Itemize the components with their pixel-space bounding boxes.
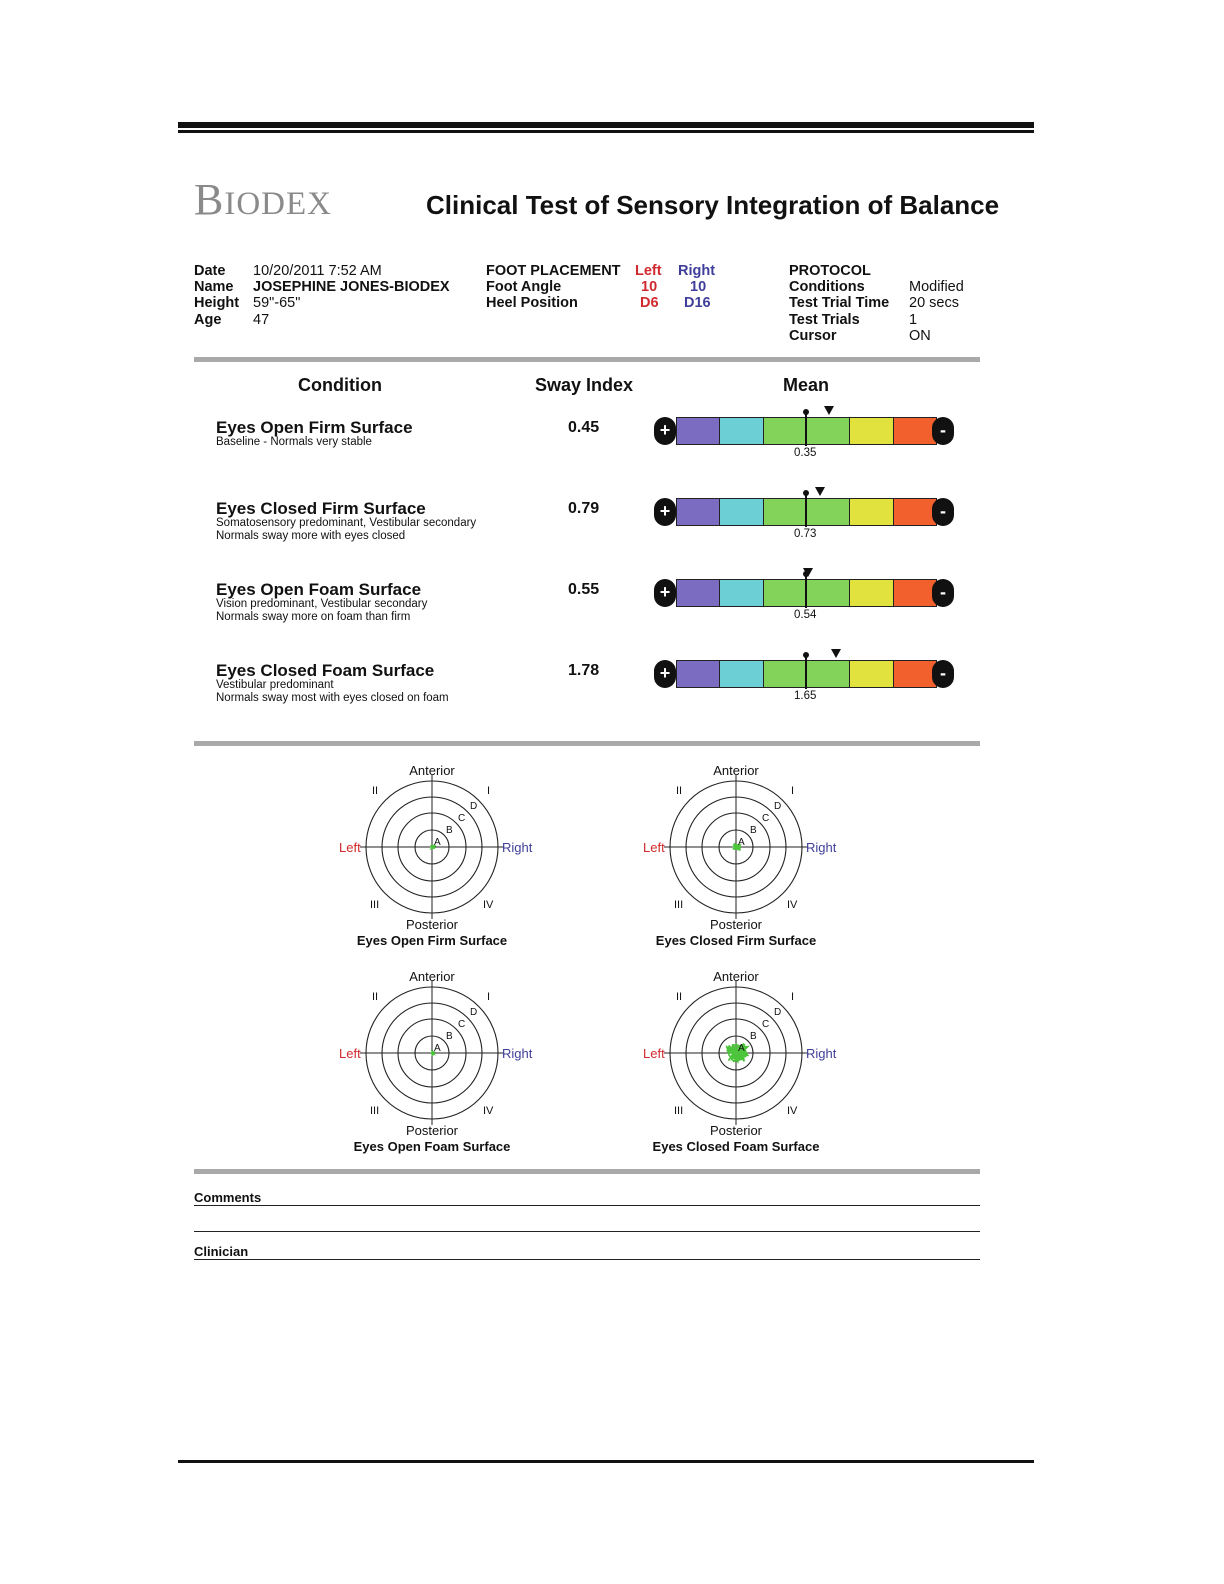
comments-label: Comments — [194, 1190, 262, 1205]
quadrant-iv-label: IV — [483, 899, 494, 911]
conditions-value: Modified — [909, 279, 964, 295]
plus-cap: + — [654, 417, 676, 445]
right-label: Right — [806, 840, 837, 855]
anterior-label: Anterior — [409, 969, 455, 984]
bar-segment — [676, 660, 719, 688]
bar-segment — [676, 579, 719, 607]
age-value: 47 — [253, 312, 270, 328]
date-value: 10/20/2011 7:52 AM — [253, 263, 382, 279]
height-label: Height — [194, 295, 240, 311]
quadrant-iv-label: IV — [787, 1105, 798, 1117]
minus-cap: - — [932, 498, 954, 526]
separator-3 — [194, 1169, 980, 1174]
ring-label-b: B — [750, 1031, 757, 1042]
plus-cap: + — [654, 579, 676, 607]
name-value: JOSEPHINE JONES-BIODEX — [253, 279, 450, 295]
anterior-label: Anterior — [409, 763, 455, 778]
quadrant-iv-label: IV — [787, 899, 798, 911]
minus-cap: - — [932, 579, 954, 607]
posterior-label: Posterior — [709, 917, 763, 932]
heel-position-label: Heel Position — [486, 295, 578, 311]
page-title: Clinical Test of Sensory Integration of Balance — [426, 190, 1000, 220]
condition-description: Baseline - Normals very stable — [216, 436, 372, 448]
left-label: Left — [643, 1046, 665, 1061]
quadrant-i-label: I — [487, 991, 491, 1003]
quadrant-iii-label: III — [370, 899, 380, 911]
bar-segment — [676, 417, 719, 445]
bar-segment — [719, 498, 762, 526]
foot-placement-heading: FOOT PLACEMENT — [486, 263, 621, 279]
sway-target-plot — [616, 762, 856, 962]
condition-description-2: Normals sway most with eyes closed on foam — [216, 692, 449, 704]
posterior-label: Posterior — [405, 1123, 459, 1138]
biodex-logo: BIODEX — [194, 175, 333, 224]
sway-marker-triangle — [831, 649, 841, 658]
quadrant-iii-label: III — [674, 899, 684, 911]
posterior-label: Posterior — [405, 917, 459, 932]
mean-value-label: 1.65 — [794, 690, 817, 702]
heel-right: D16 — [684, 295, 711, 311]
quadrant-i-label: I — [791, 991, 795, 1003]
minus-cap: - — [932, 417, 954, 445]
plus-cap: + — [654, 660, 676, 688]
left-label: Left — [643, 840, 665, 855]
mean-value-label: 0.73 — [794, 528, 817, 540]
ring-label-d: D — [774, 801, 782, 812]
target-caption: Eyes Open Firm Surface — [356, 933, 508, 948]
bar-segment — [719, 417, 762, 445]
mean-marker-line — [805, 654, 807, 689]
bar-segment — [893, 417, 937, 445]
ring-label-a: A — [434, 837, 441, 848]
condition-header: Condition — [298, 375, 382, 395]
mean-marker-dot — [803, 490, 809, 496]
sway-index-header: Sway Index — [535, 375, 634, 395]
separator-1 — [194, 357, 980, 362]
quadrant-ii-label: II — [676, 785, 683, 797]
foot-right-heading: Right — [678, 263, 716, 279]
bar-segment — [849, 417, 892, 445]
ring-label-c: C — [762, 813, 770, 824]
mean-header: Mean — [783, 375, 830, 395]
sway-index-value: 0.55 — [568, 581, 600, 598]
test-trials-label: Test Trials — [789, 312, 860, 328]
bottom-rule — [178, 1460, 1034, 1463]
condition-description-2: Normals sway more with eyes closed — [216, 530, 406, 542]
anterior-label: Anterior — [713, 763, 759, 778]
ring-label-d: D — [774, 1007, 782, 1018]
right-label: Right — [502, 1046, 533, 1061]
mean-marker-line — [805, 492, 807, 527]
bar-segment — [763, 660, 806, 688]
sway-index-value: 1.78 — [568, 662, 600, 679]
quadrant-iii-label: III — [674, 1105, 684, 1117]
bar-segment — [763, 417, 806, 445]
bar-segment — [676, 498, 719, 526]
condition-description-2: Normals sway more on foam than firm — [216, 611, 411, 623]
sway-marker-triangle — [815, 487, 825, 496]
mean-marker-line — [805, 411, 807, 446]
foot-left-heading: Left — [635, 263, 662, 279]
condition-description: Vision predominant, Vestibular secondary — [216, 598, 428, 610]
bar-segment — [719, 579, 762, 607]
comments-line[interactable] — [194, 1205, 980, 1206]
foot-angle-label: Foot Angle — [486, 279, 562, 295]
condition-title: Eyes Open Foam Surface — [216, 580, 422, 599]
condition-title: Eyes Open Firm Surface — [216, 418, 413, 437]
sway-index-value: 0.45 — [568, 419, 600, 436]
bar-segment — [893, 579, 937, 607]
quadrant-ii-label: II — [372, 991, 379, 1003]
bar-segment — [806, 498, 849, 526]
quadrant-ii-label: II — [372, 785, 379, 797]
test-trials-value: 1 — [909, 312, 918, 328]
top-rule — [178, 122, 1034, 128]
sway-target-plot — [312, 762, 552, 962]
condition-description: Somatosensory predominant, Vestibular secondary — [216, 517, 477, 529]
anterior-label: Anterior — [713, 969, 759, 984]
mean-marker-dot — [803, 652, 809, 658]
mean-value-label: 0.35 — [794, 447, 817, 459]
condition-title: Eyes Closed Foam Surface — [216, 661, 435, 680]
left-label: Left — [339, 840, 361, 855]
bar-segment — [849, 660, 892, 688]
top-rule-thin — [178, 130, 1034, 133]
mean-marker-dot — [803, 409, 809, 415]
foot-angle-right: 10 — [690, 279, 707, 295]
separator-2 — [194, 741, 980, 746]
mean-value-label: 0.54 — [794, 609, 817, 621]
bar-segment — [763, 498, 806, 526]
right-label: Right — [502, 840, 533, 855]
bar-segment — [719, 660, 762, 688]
ring-label-d: D — [470, 801, 478, 812]
foot-angle-left: 10 — [641, 279, 658, 295]
bar-segment — [893, 498, 937, 526]
mean-marker-line — [805, 573, 807, 608]
right-label: Right — [806, 1046, 837, 1061]
sway-target-plot — [312, 968, 552, 1168]
ring-label-a: A — [738, 1043, 745, 1054]
sway-index-value: 0.79 — [568, 500, 600, 517]
conditions-label: Conditions — [789, 279, 865, 295]
comments-line-2[interactable] — [194, 1231, 980, 1232]
target-caption: Eyes Open Foam Surface — [353, 1139, 511, 1154]
quadrant-i-label: I — [487, 785, 491, 797]
clinician-label: Clinician — [194, 1244, 249, 1259]
trial-time-label: Test Trial Time — [789, 295, 890, 311]
ring-label-c: C — [458, 1019, 466, 1030]
plus-cap: + — [654, 498, 676, 526]
bar-segment — [849, 579, 892, 607]
cursor-label: Cursor — [789, 328, 837, 344]
ring-label-a: A — [738, 837, 745, 848]
ring-label-d: D — [470, 1007, 478, 1018]
minus-cap: - — [932, 660, 954, 688]
bar-segment — [763, 579, 806, 607]
cursor-value: ON — [909, 328, 931, 344]
date-label: Date — [194, 263, 226, 279]
bar-segment — [806, 579, 849, 607]
condition-description: Vestibular predominant — [216, 679, 334, 691]
age-label: Age — [194, 312, 222, 328]
left-label: Left — [339, 1046, 361, 1061]
bar-segment — [806, 417, 849, 445]
bar-segment — [806, 660, 849, 688]
protocol-heading: PROTOCOL — [789, 263, 871, 279]
height-value: 59"-65" — [253, 295, 301, 311]
quadrant-iii-label: III — [370, 1105, 380, 1117]
quadrant-iv-label: IV — [483, 1105, 494, 1117]
sway-marker-triangle — [824, 406, 834, 415]
bar-segment — [893, 660, 937, 688]
ring-label-c: C — [458, 813, 466, 824]
clinician-line[interactable] — [194, 1259, 980, 1260]
target-caption: Eyes Closed Firm Surface — [655, 933, 817, 948]
ring-label-c: C — [762, 1019, 770, 1030]
heel-left: D6 — [640, 295, 659, 311]
quadrant-ii-label: II — [676, 991, 683, 1003]
condition-title: Eyes Closed Firm Surface — [216, 499, 426, 518]
bar-segment — [849, 498, 892, 526]
quadrant-i-label: I — [791, 785, 795, 797]
name-label: Name — [194, 279, 234, 295]
sway-target-plot — [616, 968, 856, 1168]
ring-label-a: A — [434, 1043, 441, 1054]
ring-label-b: B — [446, 1031, 453, 1042]
posterior-label: Posterior — [709, 1123, 763, 1138]
target-caption: Eyes Closed Foam Surface — [652, 1139, 820, 1154]
ring-label-b: B — [446, 825, 453, 836]
sway-marker-triangle — [803, 568, 813, 577]
trial-time-value: 20 secs — [909, 295, 959, 311]
ring-label-b: B — [750, 825, 757, 836]
